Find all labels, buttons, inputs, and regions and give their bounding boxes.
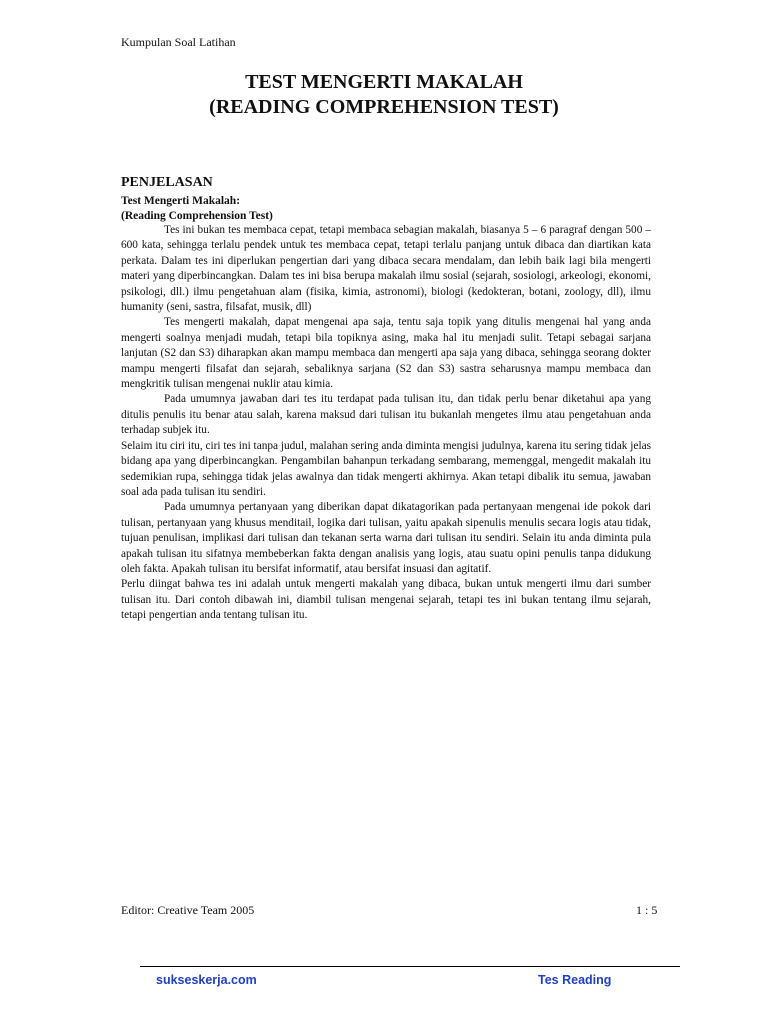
footer-editor: Editor: Creative Team 2005 bbox=[121, 903, 255, 917]
subheading-2: (Reading Comprehension Test) bbox=[121, 210, 273, 222]
section-heading: PENJELASAN bbox=[121, 175, 213, 190]
paragraph-6: Perlu diingat bahwa tes ini adalah untuk mengerti makalah yang dibaca, bukan untuk mengerti ilmu dari sumber tulisan itu. Dari contoh dibawah ini, diambil tulisan mengenai sejarah, tetapi tes ini bukan tentang ilmu sejarah, tetapi pengertian anda tentang tulisan itu. bbox=[121, 578, 651, 622]
document-title bbox=[0, 70, 768, 120]
paragraph-3: Pada umumnya jawaban dari tes itu terdapat pada tulisan itu, dan tidak perlu benar diketahui apa yang ditulis penulis itu benar atau salah, karena maksud dari tulisan itu bukanlah mengetes ilmu atau pengetahuan anda terhadap subjek itu. bbox=[121, 393, 651, 437]
paragraph-1: Tes ini bukan tes membaca cepat, tetapi membaca sebagian makalah, biasanya 5 – 6 paragraf dengan 500 – 600 kata, sehingga terlalu pendek untuk tes membaca cepat, tetapi terlalu panjang untuk dibaca dan diartikan kata perkata. Dalam tes ini diperlukan pengertian dari yang dibaca secara mendalam, dan lebih baik lagi bila mengerti materi yang diperbincangkan. Dalam tes ini bisa berupa makalah ilmu sosial (sejarah, sosiologi, arkeologi, ekonomi, psikologi, dll.) ilmu pengetahuan alam (fisika, kimia, astronomi), biologi (kedokteran, botani, zoology, dll), ilmu humanity (seni, sastra, filsafat, musik, dll) bbox=[121, 224, 651, 314]
title-line-1: TEST MENGERTI MAKALAH bbox=[245, 71, 523, 93]
paragraph-4: Selaim itu ciri itu, ciri tes ini tanpa judul, malahan sering anda diminta mengisi judulnya, karena itu sering tidak jelas bidang apa yang diperbincangkan. Pengambilan bahanpun terkadang sembarang, memenggal, mengedit makalah itu sedemikian rupa, sehingga tidak jelas awalnya dan tidak mengerti akhirnya. Akan tetapi dibalik itu semua, jawaban soal ada pada tulisan itu sendiri. bbox=[121, 439, 651, 498]
page-number: 1 : 5 bbox=[636, 903, 658, 917]
title-line-2: (READING COMPREHENSION TEST) bbox=[209, 96, 559, 118]
footer-divider bbox=[140, 966, 680, 967]
footer-section-label: Tes Reading bbox=[538, 973, 612, 987]
subheading-1: Test Mengerti Makalah: bbox=[121, 195, 241, 207]
running-header: Kumpulan Soal Latihan bbox=[121, 35, 236, 49]
footer-site-link[interactable]: sukseskerja.com bbox=[156, 973, 257, 987]
body-text bbox=[121, 223, 651, 624]
paragraph-2: Tes mengerti makalah, dapat mengenai apa saja, tentu saja topik yang ditulis mengenai hal yang anda mengerti soalnya menjadi mudah, tetapi bila topiknya asing, maka hal itu menjadi sulit. Tetapi sebagai sarjana lanjutan (S2 dan S3) diharapkan akan mampu membaca dan mengerti apa saja yang dibaca, sehingga seorang dokter mampu mengerti filsafat dan sejarah, sebaliknya sarjana (S2 dan S3) sastra seharusnya mampu membaca dan mengkritik tulisan mengenai nuklir atau kimia. bbox=[121, 316, 651, 391]
paragraph-5: Pada umumnya pertanyaan yang diberikan dapat dikatagorikan pada pertanyaan mengenai ide pokok dari tulisan, pertanyaan yang khusus menditail, logika dari tulisan, yaitu apakah sipenulis menulis secara logis atau tidak, tujuan penulisan, implikasi dari tulisan dan tekanan serta warna dari tulisan itu sendiri. Selain itu anda diminta pula apakah tulisan itu sifatnya membeberkan fakta dengan analisis yang logis, atau suatu opini penulis tanpa didukung oleh fakta. Apakah tulisan itu bersifat informatif, atau bersifat insuasi dan agitatif. bbox=[121, 501, 651, 575]
